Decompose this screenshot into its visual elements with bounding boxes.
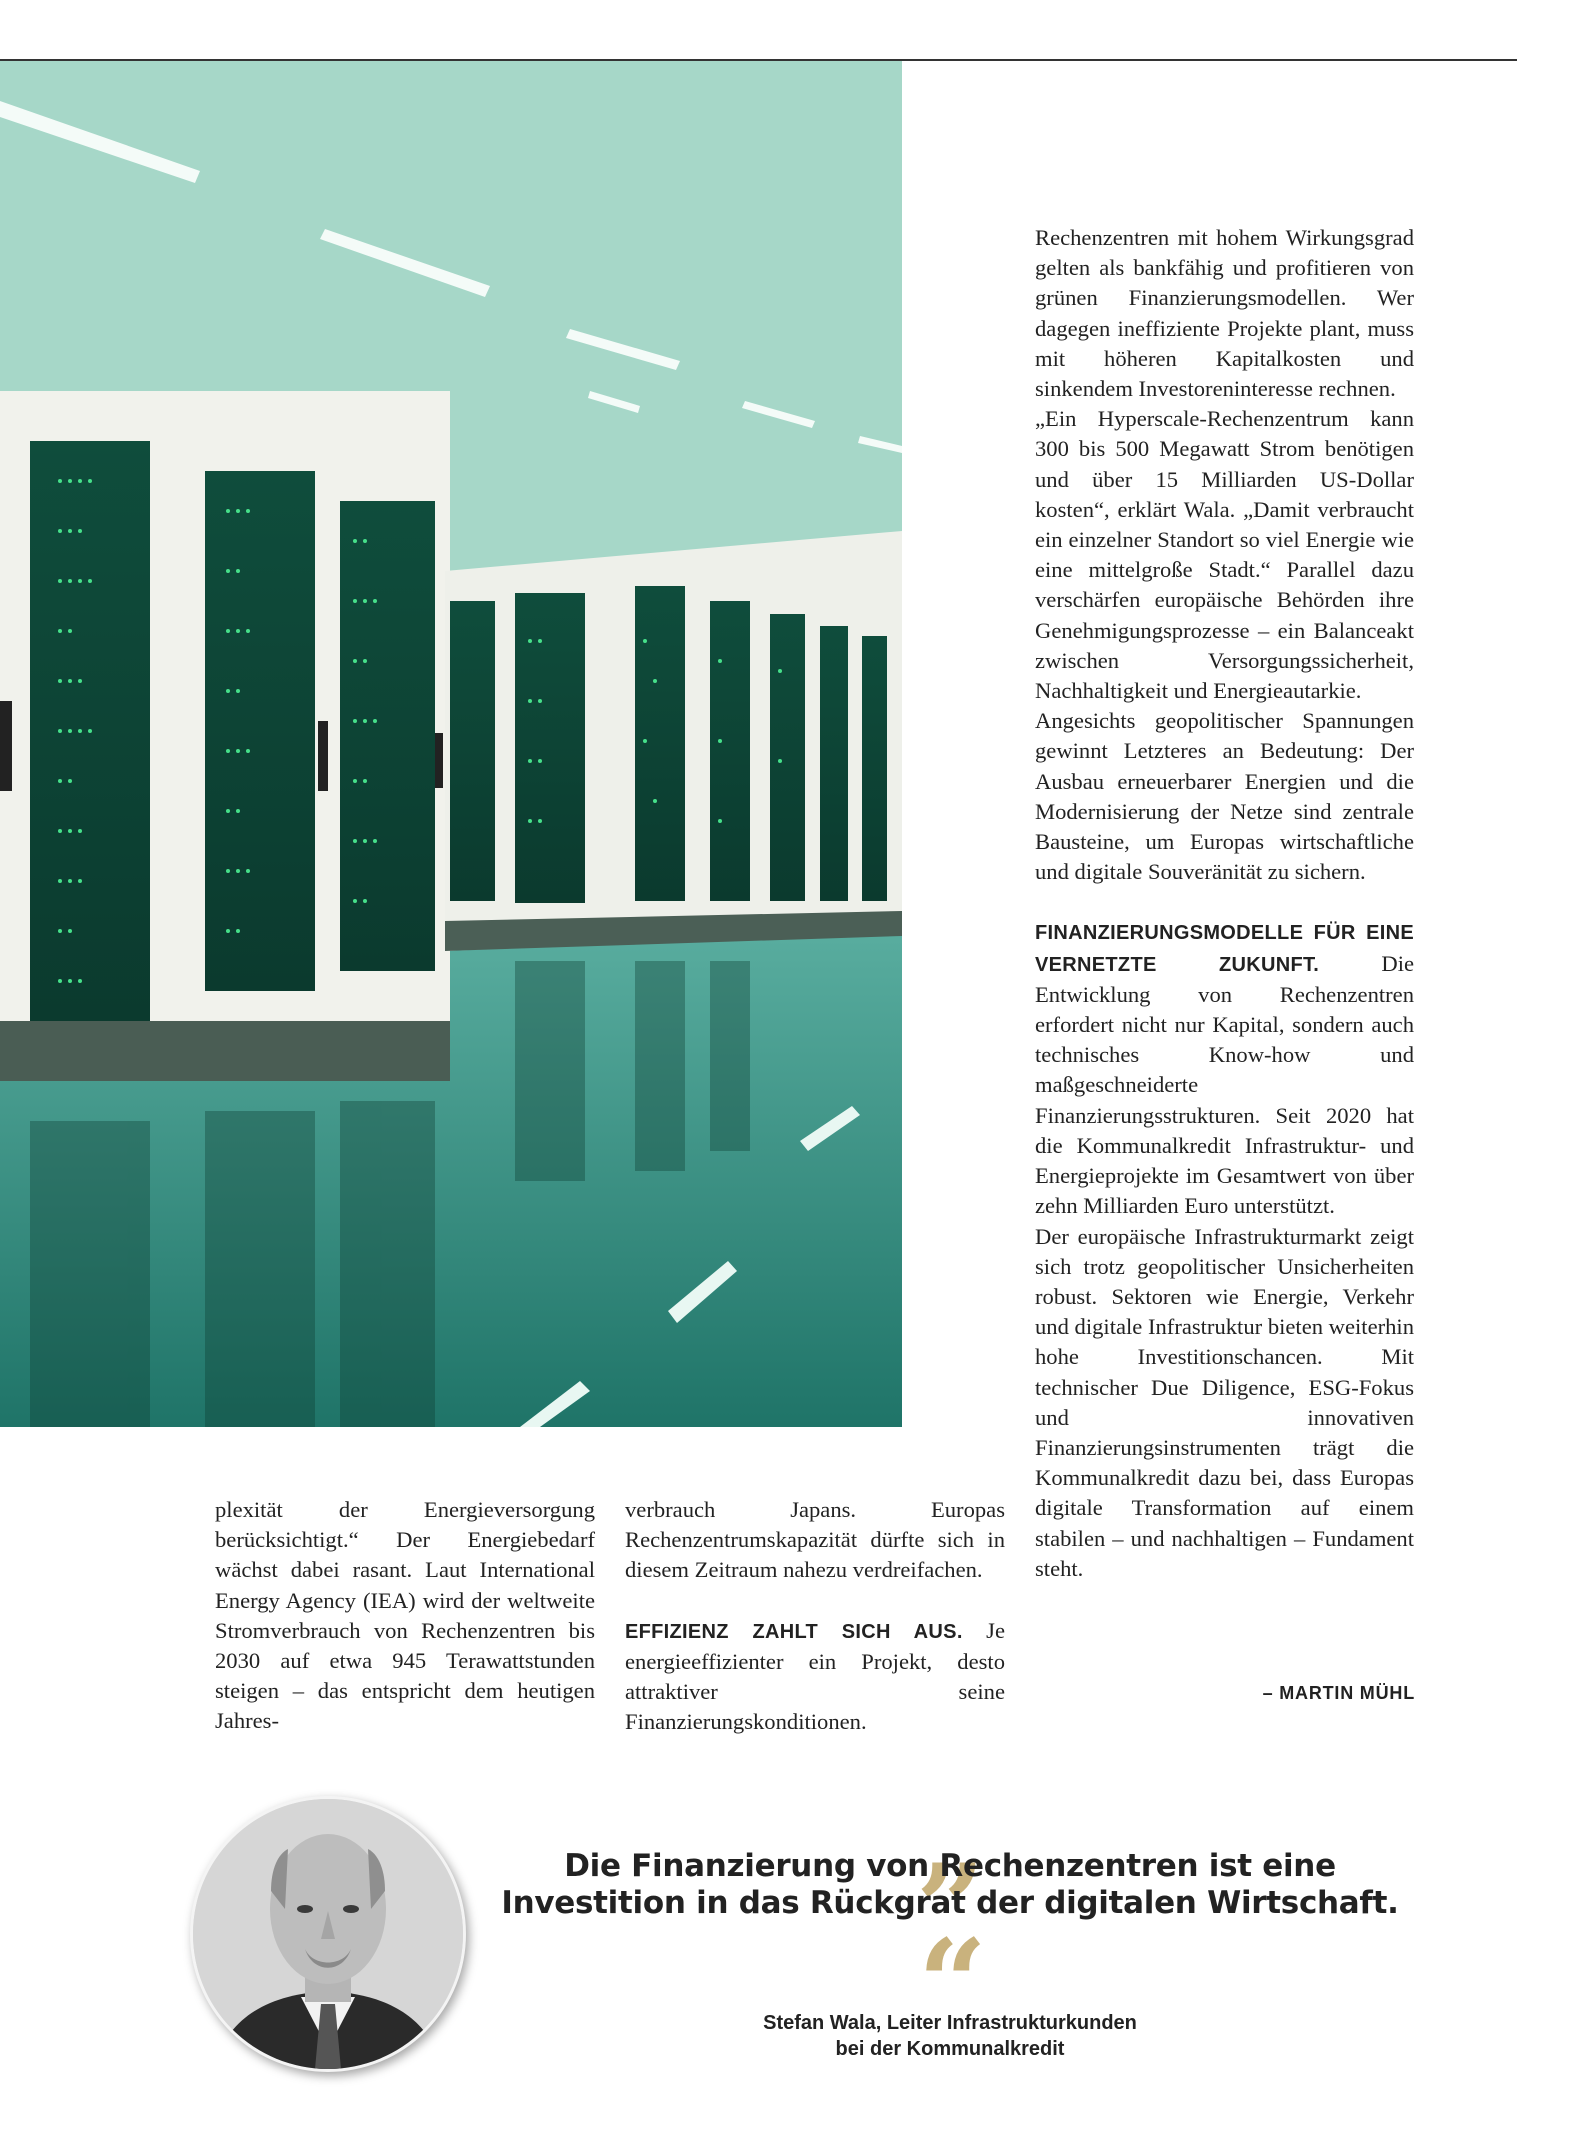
paragraph xyxy=(625,1616,1005,1738)
paragraph: Der europäische Infrastrukturmarkt zeigt sich trotz geopolitischer Unsicherheiten robust. Sektoren wie Energie, Verkehr und digitale Infrastruktur bieten weiterhin hohe Investitionschancen. Mit technischer Due Diligence, ESG-Fokus und innovativen Finanzierungsinstrumenten trägt die Kommunalkredit dazu bei, dass Europas digitale Transformation auf einem stabilen – und nachhaltigen – Fundament steht. xyxy=(1035,1223,1414,1581)
pull-quote-line: Investition in das Rückgrat der digitalen Wirtschaft. xyxy=(501,1885,1399,1921)
paragraph: Rechenzentren mit hohem Wirkungsgrad gelten als bankfähig und profitieren von grünen Finanzierungsmodellen. Wer dagegen ineffiziente Projekte plant, muss mit höheren Kapitalkosten und sinkendem Investoreninteresse rechnen. xyxy=(1035,225,1414,402)
article-column-b xyxy=(625,1495,1005,1737)
paragraph xyxy=(1035,917,1414,1221)
quote-close-mark: “ xyxy=(918,1913,988,2054)
section-subhead: FINANZIERUNGSMODELLE FÜR EINE VERNETZTE ZUKUNFT. xyxy=(1035,922,1414,976)
paragraph: plexität der Energieversorgung berücksichtigt.“ Der Energiebedarf wächst dabei rasant. Laut International Energy Agency (IEA) wird der weltweite Stromverbrauch von Rechenzentren bis 2030 auf etwa 945 Terawattstunden steigen – das entspricht dem heutigen Jahres- xyxy=(215,1497,595,1734)
pull-quote-line: Die Finanzierung von Rechenzentren ist eine xyxy=(564,1848,1336,1884)
paragraph: „Ein Hyperscale-Rechenzentrum kann 300 bis 500 Megawatt Strom benötigen und über 15 Milliarden US-Dollar kosten“, erklärt Wala. „Damit verbraucht ein einzelner Standort so viel Energie wie eine mittelgroße Stadt.“ Parallel dazu verschärfen europäische Behörden ihre Genehmigungsprozesse – ein Balanceakt zwischen Versorgungssicherheit, Nachhaltigkeit und Energieautarkie. xyxy=(1035,406,1414,704)
paragraph: verbrauch Japans. Europas Rechenzentrumskapazität dürfte sich in diesem Zeitraum nahezu verdreifachen. xyxy=(625,1497,1005,1583)
author-byline: – MARTIN MÜHL xyxy=(1262,1683,1415,1703)
paragraph: Angesichts geopolitischer Spannungen gewinnt Letzteres an Bedeutung: Der Ausbau erneuerbarer Energien und die Modernisierung der Netze sind zentrale Bausteine, um Europas wirtschaftliche und digitale Souveränität zu sichern. xyxy=(1035,708,1414,885)
section-subhead: EFFIZIENZ ZAHLT SICH AUS. xyxy=(625,1620,963,1643)
paragraph-text: Je energieeffizienter ein Projekt, desto attraktiver seine Finanzierungskonditionen. xyxy=(625,1617,1005,1735)
avatar xyxy=(190,1796,466,2072)
paragraph-text: Die Entwicklung von Rechenzentren erfordert nicht nur Kapital, sondern auch technisches Know-how und maßgeschneiderte Finanzierungsstrukturen. Seit 2020 hat die Kommunalkredit Infrastruktur- und Energieprojekte im Gesamtwert von über zehn Milliarden Euro unterstützt. xyxy=(1035,950,1414,1219)
quote-open-mark: „ xyxy=(918,1769,988,1910)
article-right-column xyxy=(1035,223,1414,1584)
quote-attribution xyxy=(700,2010,1200,2062)
portrait-illustration xyxy=(193,1799,463,2069)
quote-author-name: Stefan Wala, Leiter Infrastrukturkunden xyxy=(763,2012,1137,2034)
rack-row-right xyxy=(445,531,902,951)
quote-author-role: bei der Kommunalkredit xyxy=(835,2038,1065,2060)
article-column-a xyxy=(215,1495,595,1737)
server-room-photo xyxy=(0,61,902,1427)
pull-quote xyxy=(480,1848,1420,1922)
server-room-illustration xyxy=(0,61,902,1427)
rack-row-left xyxy=(0,391,450,1081)
